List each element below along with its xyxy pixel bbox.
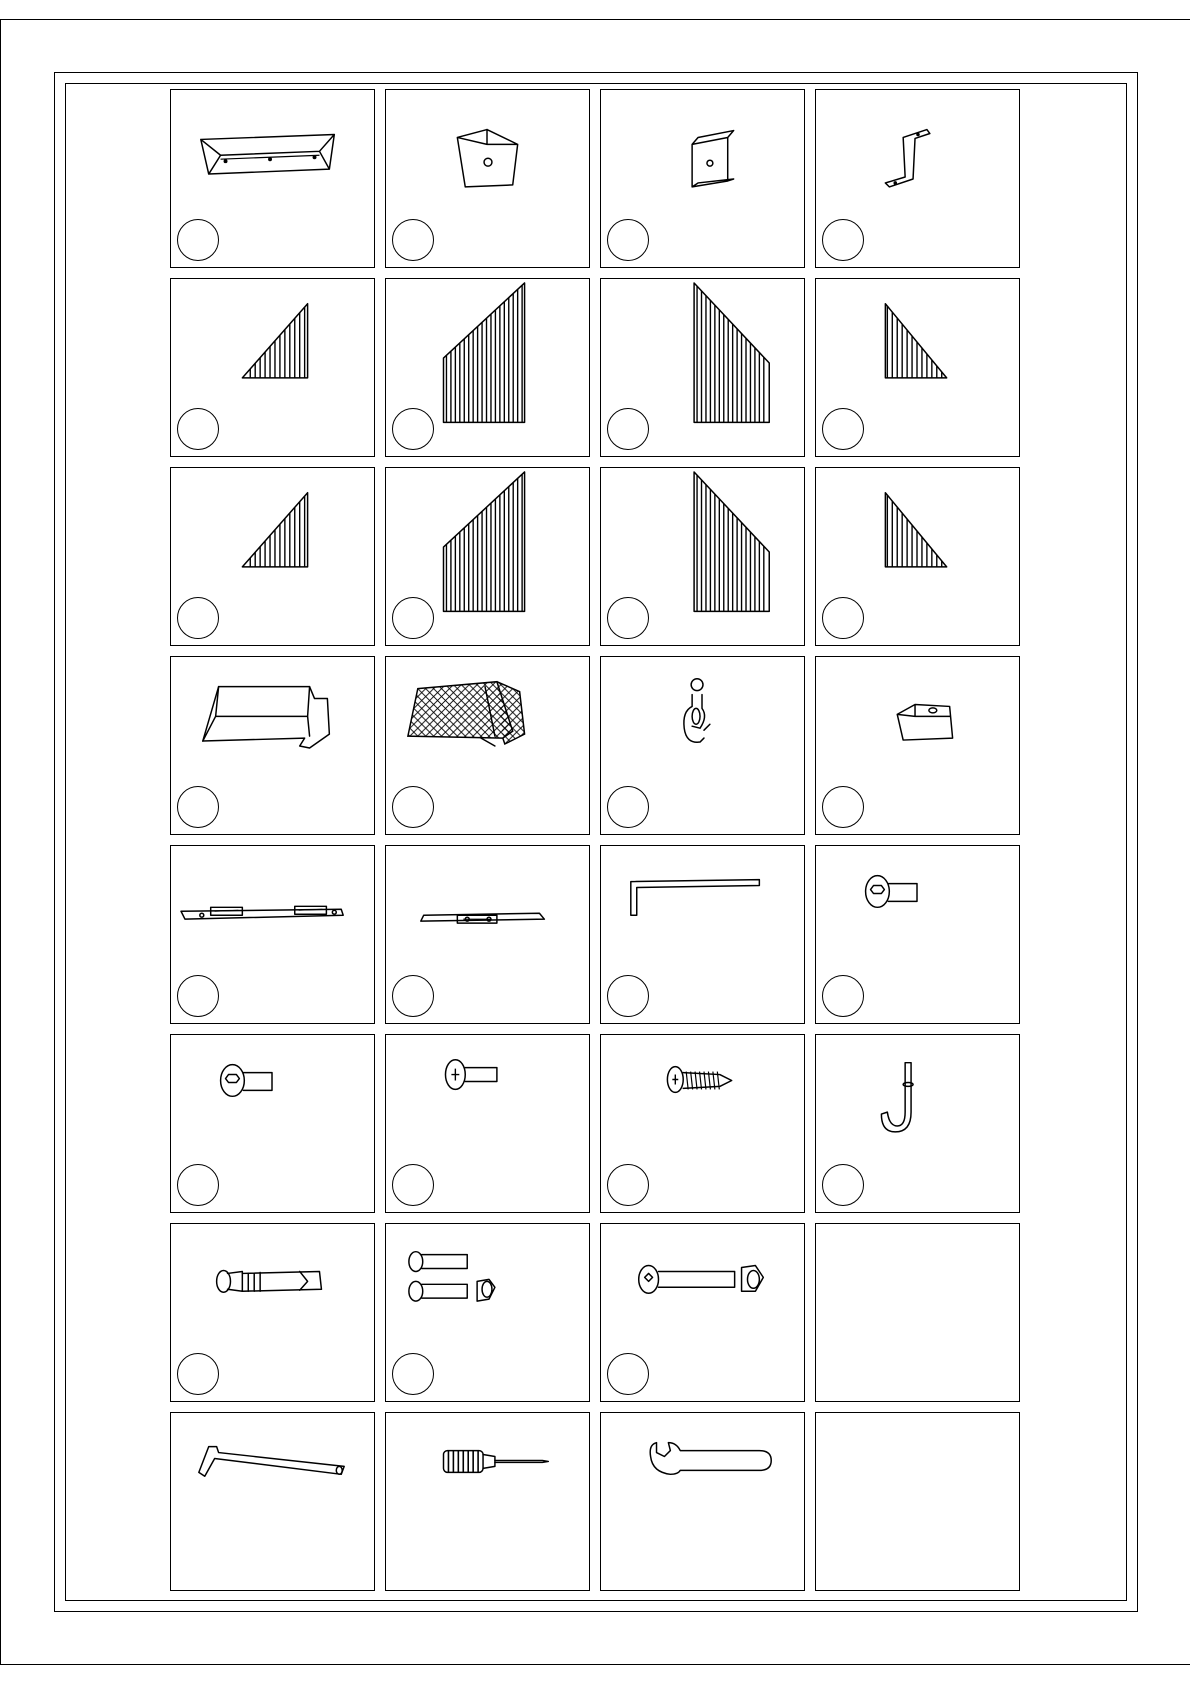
part-cell xyxy=(385,1223,590,1402)
part-cell xyxy=(815,467,1020,646)
empty-part-cell xyxy=(815,1412,1020,1591)
part-cell xyxy=(170,278,375,457)
part-cell xyxy=(600,1034,805,1213)
part-number-circle xyxy=(822,1164,864,1206)
part-number-circle xyxy=(822,597,864,639)
part-cell xyxy=(385,845,590,1024)
part-cell xyxy=(385,1034,590,1213)
part-number-circle xyxy=(822,975,864,1017)
part-cell xyxy=(600,1412,805,1591)
part-number-circle xyxy=(607,1164,649,1206)
part-number-circle xyxy=(822,786,864,828)
part-cell xyxy=(170,845,375,1024)
part-cell xyxy=(385,1412,590,1591)
part-cell xyxy=(170,467,375,646)
part-cell xyxy=(815,89,1020,268)
part-cell xyxy=(600,89,805,268)
part-number-circle xyxy=(607,597,649,639)
part-cell xyxy=(815,278,1020,457)
part-number-circle xyxy=(177,786,219,828)
part-cell xyxy=(815,1034,1020,1213)
part-number-circle xyxy=(392,597,434,639)
part-number-circle xyxy=(392,1164,434,1206)
part-number-circle xyxy=(392,1353,434,1395)
part-cell xyxy=(170,1223,375,1402)
part-number-circle xyxy=(822,219,864,261)
part-number-circle xyxy=(392,786,434,828)
part-cell xyxy=(170,1034,375,1213)
part-number-circle xyxy=(607,786,649,828)
empty-part-cell xyxy=(815,1223,1020,1402)
part-number-circle xyxy=(177,1164,219,1206)
part-cell xyxy=(385,278,590,457)
part-number-circle xyxy=(607,1353,649,1395)
part-number-circle xyxy=(392,975,434,1017)
part-cell xyxy=(385,467,590,646)
part-cell xyxy=(600,467,805,646)
part-cell xyxy=(600,845,805,1024)
part-number-circle xyxy=(392,408,434,450)
part-number-circle xyxy=(177,219,219,261)
part-number-circle xyxy=(607,975,649,1017)
part-cell xyxy=(815,845,1020,1024)
part-number-circle xyxy=(607,408,649,450)
part-number-circle xyxy=(177,408,219,450)
part-number-circle xyxy=(392,219,434,261)
part-cell xyxy=(170,89,375,268)
part-cell xyxy=(600,278,805,457)
part-cell xyxy=(170,1412,375,1591)
part-cell xyxy=(600,656,805,835)
part-cell xyxy=(170,656,375,835)
part-cell xyxy=(385,89,590,268)
part-cell xyxy=(385,656,590,835)
part-number-circle xyxy=(177,1353,219,1395)
part-number-circle xyxy=(177,975,219,1017)
part-cell xyxy=(815,656,1020,835)
part-number-circle xyxy=(177,597,219,639)
part-number-circle xyxy=(822,408,864,450)
part-cell xyxy=(600,1223,805,1402)
part-number-circle xyxy=(607,219,649,261)
